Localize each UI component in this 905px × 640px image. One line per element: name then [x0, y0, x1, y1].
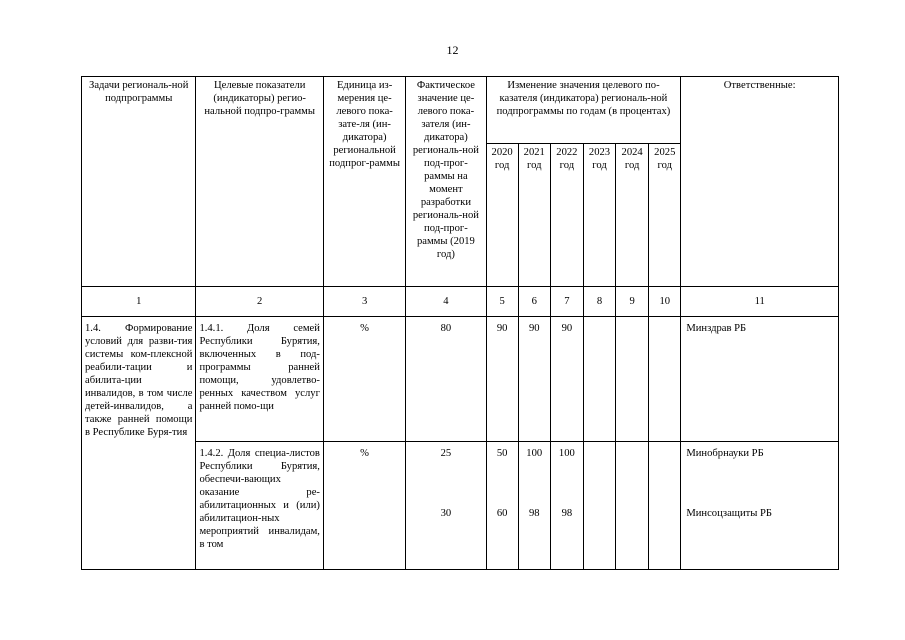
header-tasks: Задачи региональ-ной подпрограммы [82, 77, 196, 287]
column-number: 10 [649, 287, 681, 317]
value-2023 [583, 442, 615, 570]
value-2021: 90 [518, 317, 550, 442]
column-number: 7 [550, 287, 583, 317]
header-year-2023: 2023 год [583, 144, 615, 287]
header-responsible: Ответственные: [681, 77, 839, 287]
column-number: 3 [323, 287, 405, 317]
header-year-2024: 2024 год [616, 144, 649, 287]
column-number: 8 [583, 287, 615, 317]
header-change-by-year: Изменение значения целевого по-казателя (индикатора) региональ-ной подпрограммы по годам (в процентах) [486, 77, 681, 144]
responsible-cell [681, 442, 839, 570]
value-2022: 90 [550, 317, 583, 442]
page-number: 12 [446, 43, 459, 57]
value-2022-1: 100 [558, 448, 575, 459]
actual-value-1: 25 [440, 448, 452, 459]
actual-value-2: 30 [440, 508, 452, 519]
header-year-2020: 2020 год [486, 144, 518, 287]
column-number: 6 [518, 287, 550, 317]
value-2021-2: 98 [528, 508, 540, 519]
header-indicators: Целевые показатели (индикаторы) регио-нальной подпро-граммы [196, 77, 324, 287]
task-cell: 1.4. Формирование условий для разви-тия системы ком-плексной реабили-тации и абилита-ции инвалидов, в том числе детей-инвалидов, а также ранней помощи в Республике Буря-тия [82, 317, 196, 570]
column-number: 5 [486, 287, 518, 317]
value-2022 [550, 442, 583, 570]
value-2020-1: 50 [496, 448, 508, 459]
indicator-cell: 1.4.1. Доля семей Республики Бурятия, включенных в под-программы ранней помощи, удовлетво-ренных качеством услуг ранней помо-щи [196, 317, 324, 442]
value-2024 [616, 442, 649, 570]
value-2024 [616, 317, 649, 442]
value-2020 [486, 442, 518, 570]
column-number: 1 [82, 287, 196, 317]
value-2020-2: 60 [496, 508, 508, 519]
table-row [82, 442, 839, 570]
value-2021-1: 100 [526, 448, 543, 459]
value-2025 [649, 317, 681, 442]
column-number: 4 [406, 287, 486, 317]
header-year-2025: 2025 год [649, 144, 681, 287]
column-number: 11 [681, 287, 839, 317]
actual-value-cell: 80 [406, 317, 486, 442]
column-numbers-row [82, 287, 839, 317]
value-2025 [649, 442, 681, 570]
header-unit: Единица из-мерения це-левого пока-зате-ля (ин-дикатора) региональной подпрог-раммы [323, 77, 405, 287]
unit-cell: % [323, 442, 405, 570]
unit-cell: % [323, 317, 405, 442]
responsible-cell: Минздрав РБ [681, 317, 839, 442]
indicator-cell: 1.4.2. Доля специа-листов Республики Бурятия, обеспечи-вающих оказание ре-абилитационных и (или) абилитацион-ных мероприятий инвалидам, в том [196, 442, 324, 570]
header-actual-value: Фактическое значение це-левого пока-зателя (ин-дикатора) региональ-ной под-прог-раммы на момент разработки региональ-ной под-прог-раммы (2019 год) [406, 77, 486, 287]
column-number: 9 [616, 287, 649, 317]
value-2020: 90 [486, 317, 518, 442]
header-year-2022: 2022 год [550, 144, 583, 287]
indicators-table [81, 76, 839, 570]
value-2023 [583, 317, 615, 442]
value-2021 [518, 442, 550, 570]
value-2022-2: 98 [561, 508, 573, 519]
responsible-2: Минсоцзащиты РБ [686, 508, 772, 519]
responsible-1: Минобрнауки РБ [686, 448, 764, 459]
column-number: 2 [196, 287, 324, 317]
header-year-2021: 2021 год [518, 144, 550, 287]
table-row [82, 317, 839, 442]
actual-value-cell [406, 442, 486, 570]
